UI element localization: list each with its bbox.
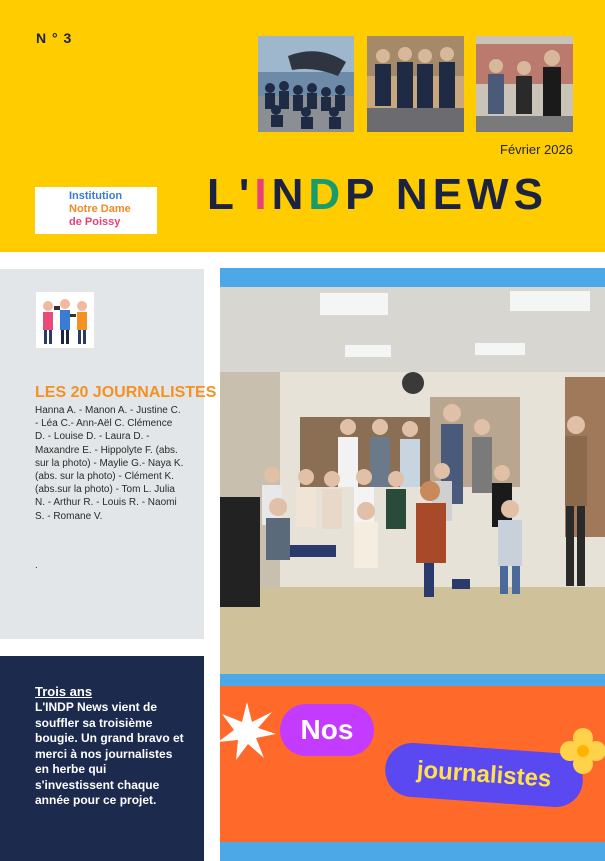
flower-icon bbox=[560, 728, 605, 774]
title-part: N bbox=[271, 170, 309, 219]
logo-line-3: de Poissy bbox=[69, 216, 121, 228]
newspaper-title bbox=[207, 170, 548, 220]
journalists-banner bbox=[220, 686, 605, 842]
banner-word-nos: Nos bbox=[280, 704, 374, 756]
issue-number: N ° 3 bbox=[36, 30, 73, 46]
logo-line-2: Notre Dame bbox=[69, 203, 131, 215]
banner-word-journalistes: journalistes bbox=[383, 741, 584, 809]
school-logo bbox=[35, 187, 157, 234]
title-part: P bbox=[345, 170, 379, 219]
journalists-names: Hanna A. - Manon A. - Justine C. - Léa C.- Ann-Aël C. Clémence D. - Louise D. - Laura D. - Maxandre E. - Hippolyte F. (abs. sur la photo) - Maylie G.- Naya K. (abs. sur la photo) - Clément K. (abs.sur la photo) - Tom L. Julia N. - Arthur R. - Louis R. - Naomi S. - Romane V. bbox=[35, 405, 184, 522]
title-part: I bbox=[254, 170, 272, 219]
journalists-illustration-icon bbox=[36, 292, 94, 348]
starburst-icon bbox=[220, 702, 276, 760]
title-part: L' bbox=[207, 170, 255, 219]
header-photo-2 bbox=[367, 36, 464, 132]
birthday-title: Trois ans bbox=[35, 684, 93, 699]
title-part: D bbox=[308, 170, 346, 219]
title-part: NEWS bbox=[378, 170, 548, 219]
birthday-text: L'INDP News vient de souffler sa troisième bougie. Un grand bravo et merci à nos journalistes en herbe qui s'investissent chaque année pour ce projet. bbox=[35, 700, 184, 807]
header-photo-3 bbox=[476, 36, 573, 132]
logo-line-1: Institution bbox=[69, 190, 123, 202]
stray-dot: . bbox=[35, 560, 38, 571]
group-photo bbox=[220, 287, 605, 674]
header-photo-1 bbox=[258, 36, 354, 132]
issue-date: Février 2026 bbox=[500, 142, 573, 157]
journalists-title: LES 20 JOURNALISTES bbox=[35, 384, 217, 401]
header-band bbox=[0, 0, 605, 252]
